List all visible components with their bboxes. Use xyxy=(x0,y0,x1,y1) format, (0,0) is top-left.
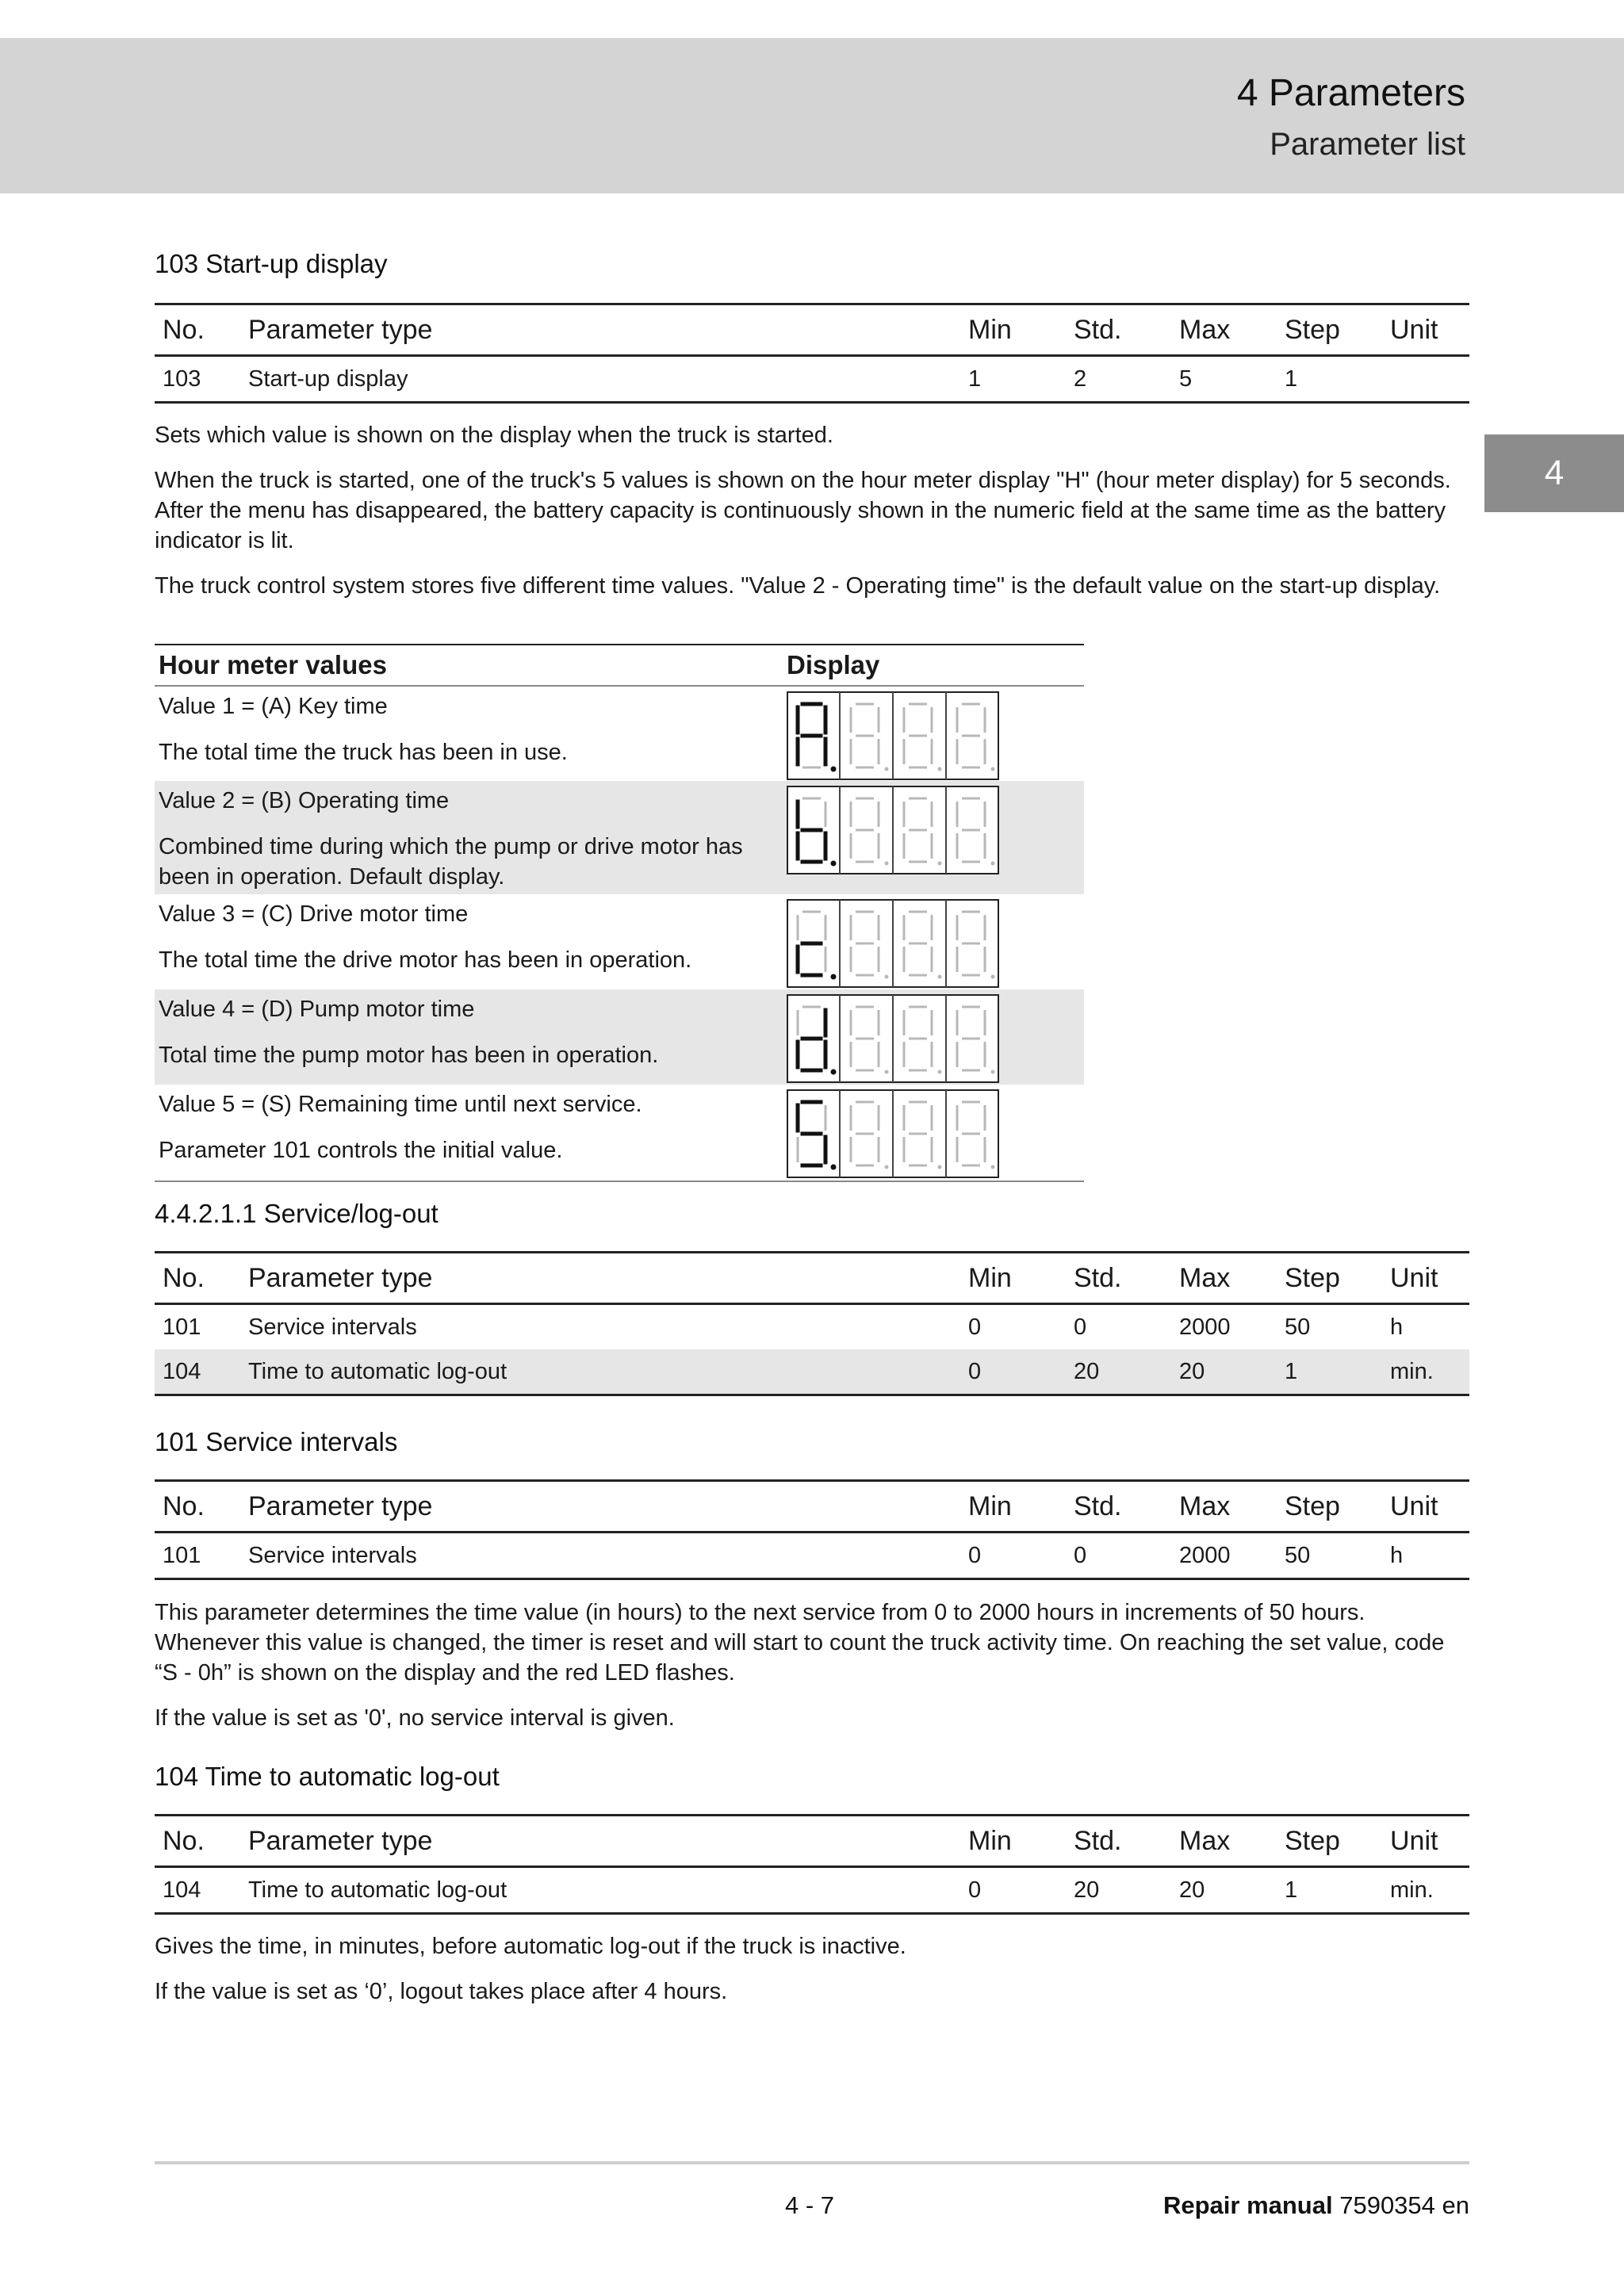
manual-reference xyxy=(1163,2191,1469,2220)
cell-min: 0 xyxy=(960,1349,1066,1395)
table-row xyxy=(155,686,1084,781)
cell-max: 5 xyxy=(1171,356,1277,403)
col-unit: Unit xyxy=(1382,304,1469,356)
table-row xyxy=(155,781,1084,894)
cell-type: Time to automatic log-out xyxy=(240,1349,960,1395)
para-103-3: The truck control system stores five different time values. "Value 2 - Operating time" is the default value on the start-up display. xyxy=(155,573,1441,599)
cell-type: Service intervals xyxy=(240,1533,960,1579)
table-101 xyxy=(155,1479,1469,1580)
heading-103: 103 Start-up display xyxy=(155,249,388,278)
cell-min: 1 xyxy=(960,356,1066,403)
hour-meter-table xyxy=(155,644,1084,1182)
cell-max: 20 xyxy=(1171,1349,1277,1395)
col-max: Max xyxy=(1171,1253,1277,1304)
para-103-1: Sets which value is shown on the display when the truck is started. xyxy=(155,423,833,448)
cell-std: 20 xyxy=(1066,1867,1171,1914)
col-min: Min xyxy=(960,1481,1066,1533)
value-label: Value 2 = (B) Operating time xyxy=(159,788,450,813)
value-desc: Combined time during which the pump or drive motor has been in operation. Default display. xyxy=(159,834,743,890)
col-no: No. xyxy=(155,304,240,356)
para-104-1: Gives the time, in minutes, before automatic log-out if the truck is inactive. xyxy=(155,1934,906,1959)
decimal-point xyxy=(938,1070,942,1074)
col-type: Parameter type xyxy=(240,304,960,356)
col-unit: Unit xyxy=(1382,1481,1469,1533)
table-row xyxy=(155,1304,1469,1350)
col-type: Parameter type xyxy=(240,1816,960,1867)
value-desc: The total time the drive motor has been in operation. xyxy=(159,947,692,973)
cell-max: 2000 xyxy=(1171,1533,1277,1579)
heading-101: 101 Service intervals xyxy=(155,1427,398,1456)
decimal-point xyxy=(938,1165,942,1169)
cell-std: 20 xyxy=(1066,1349,1171,1395)
para-101-1: This parameter determines the time value (in hours) to the next service from 0 to 2000 hours in increments of 50 hours. Whenever this value is changed, the timer is reset and will start to count the truck activity time. On reaching the set value, code “S - 0h” is shown on the display and the red LED flashes. xyxy=(155,1600,1445,1686)
value-desc: Parameter 101 controls the initial value. xyxy=(159,1138,563,1163)
cell-unit: h xyxy=(1382,1533,1469,1579)
col-max: Max xyxy=(1171,1816,1277,1867)
col-unit: Unit xyxy=(1382,1253,1469,1304)
col-min: Min xyxy=(960,1816,1066,1867)
decimal-point xyxy=(938,767,942,771)
col-max: Max xyxy=(1171,1481,1277,1533)
page-number: 4 - 7 xyxy=(785,2191,835,2219)
seven-segment-display xyxy=(787,1089,999,1178)
col-display: Display xyxy=(783,645,1084,686)
decimal-point xyxy=(831,1165,837,1170)
decimal-point xyxy=(885,767,889,771)
table-row xyxy=(155,356,1469,403)
cell-no: 104 xyxy=(155,1349,240,1395)
col-step: Step xyxy=(1277,304,1382,356)
footer-divider xyxy=(155,2161,1469,2164)
cell-min: 0 xyxy=(960,1867,1066,1914)
col-type: Parameter type xyxy=(240,1481,960,1533)
manual-title: Repair manual xyxy=(1162,2191,1333,2219)
value-label: Value 4 = (D) Pump motor time xyxy=(159,997,475,1022)
decimal-point xyxy=(831,861,837,867)
cell-std: 2 xyxy=(1066,356,1171,403)
decimal-point xyxy=(831,1070,837,1075)
decimal-point xyxy=(831,974,837,980)
decimal-point xyxy=(991,975,995,979)
table-row xyxy=(155,1867,1469,1914)
col-max: Max xyxy=(1171,304,1277,356)
cell-std: 0 xyxy=(1074,1314,1087,1340)
col-std: Std. xyxy=(1066,304,1171,356)
cell-no: 103 xyxy=(155,356,240,403)
cell-step: 50 xyxy=(1277,1533,1382,1579)
cell-std: 0 xyxy=(1066,1533,1171,1579)
chapter-title: 4 Parameters xyxy=(1236,72,1465,114)
col-std: Std. xyxy=(1066,1253,1171,1304)
seven-segment-display xyxy=(787,899,999,988)
chapter-tab[interactable]: 4 xyxy=(1484,434,1624,512)
para-104-2: If the value is set as ‘0’, logout takes place after 4 hours. xyxy=(155,1979,728,2004)
para-101-2: If the value is set as '0', no service interval is given. xyxy=(155,1705,675,1731)
table-row xyxy=(155,989,1084,1085)
cell-type: Start-up display xyxy=(240,356,960,403)
decimal-point xyxy=(885,1165,889,1169)
table-row xyxy=(155,1533,1469,1579)
decimal-point xyxy=(938,975,942,979)
col-unit: Unit xyxy=(1382,1816,1469,1867)
decimal-point xyxy=(885,1070,889,1074)
decimal-point xyxy=(885,862,889,866)
seven-segment-display xyxy=(787,994,999,1083)
col-std: Std. xyxy=(1066,1816,1171,1867)
cell-min: 0 xyxy=(960,1533,1066,1579)
cell-unit: min. xyxy=(1382,1867,1469,1914)
col-no: No. xyxy=(155,1253,240,1304)
table-103 xyxy=(155,303,1469,404)
value-label: Value 1 = (A) Key time xyxy=(159,694,388,719)
col-no: No. xyxy=(155,1816,240,1867)
col-no: No. xyxy=(155,1481,240,1533)
decimal-point xyxy=(991,862,995,866)
cell-step: 1 xyxy=(1277,1349,1382,1395)
cell-step: 1 xyxy=(1277,356,1382,403)
decimal-point xyxy=(938,862,942,866)
cell-type: Service intervals xyxy=(248,1314,417,1340)
decimal-point xyxy=(991,767,995,771)
para-103-2: When the truck is started, one of the truck's 5 values is shown on the hour meter display "H" (hour meter display) for 5 seconds. After the menu has disappeared, the battery capacity is continuously shown in the numeric field at the same time as the battery indicator is lit. xyxy=(155,468,1451,553)
decimal-point xyxy=(831,767,837,772)
table-service-logout xyxy=(155,1251,1469,1396)
value-desc: Total time the pump motor has been in operation. xyxy=(159,1043,659,1068)
col-min: Min xyxy=(960,1253,1066,1304)
col-min: Min xyxy=(960,304,1066,356)
seven-segment-display xyxy=(787,691,999,780)
col-step: Step xyxy=(1277,1816,1382,1867)
cell-step: 1 xyxy=(1277,1867,1382,1914)
cell-unit xyxy=(1382,356,1469,403)
col-step: Step xyxy=(1277,1481,1382,1533)
cell-min: 0 xyxy=(968,1314,982,1340)
seven-segment-display xyxy=(787,786,999,874)
col-hour-meter-values: Hour meter values xyxy=(155,645,783,686)
col-std: Std. xyxy=(1066,1481,1171,1533)
manual-number: 7590354 en xyxy=(1339,2191,1469,2219)
section-title: Parameter list xyxy=(1270,127,1465,162)
cell-unit: h xyxy=(1390,1314,1404,1340)
header-band xyxy=(0,38,1624,193)
cell-max: 20 xyxy=(1171,1867,1277,1914)
cell-type: Time to automatic log-out xyxy=(240,1867,960,1914)
decimal-point xyxy=(885,975,889,979)
table-row xyxy=(155,1349,1469,1395)
value-label: Value 3 = (C) Drive motor time xyxy=(159,901,469,927)
decimal-point xyxy=(991,1165,995,1169)
cell-no: 104 xyxy=(155,1867,240,1914)
table-104 xyxy=(155,1814,1469,1915)
col-step: Step xyxy=(1277,1253,1382,1304)
cell-unit: min. xyxy=(1382,1349,1469,1395)
cell-no: 101 xyxy=(155,1533,240,1579)
col-type: Parameter type xyxy=(240,1253,960,1304)
table-row xyxy=(155,894,1084,989)
value-desc: The total time the truck has been in use. xyxy=(159,740,568,765)
cell-max: 2000 xyxy=(1179,1314,1231,1340)
table-row xyxy=(155,1085,1084,1181)
value-label: Value 5 = (S) Remaining time until next service. xyxy=(159,1092,642,1117)
heading-104: 104 Time to automatic log-out xyxy=(155,1762,500,1791)
cell-step: 50 xyxy=(1285,1314,1311,1340)
heading-service-logout: 4.4.2.1.1 Service/log-out xyxy=(155,1199,439,1228)
decimal-point xyxy=(991,1070,995,1074)
cell-no: 101 xyxy=(163,1314,201,1340)
